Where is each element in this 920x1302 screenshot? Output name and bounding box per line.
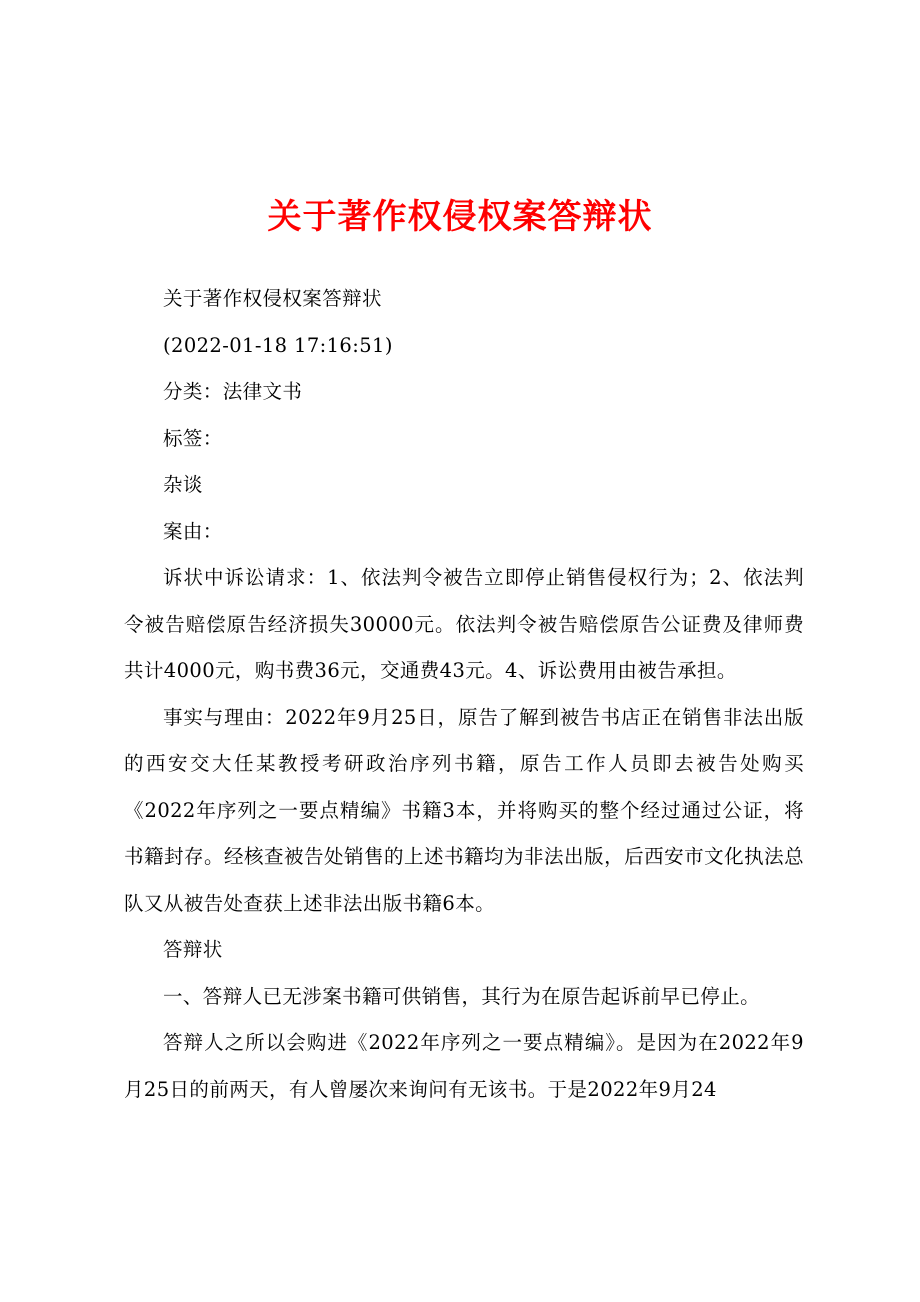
paragraph-facts: 事实与理由：2022年9月25日，原告了解到被告书店正在销售非法出版的西安交大任某教授考研政治序列书籍，原告工作人员即去被告处购买《2022年序列之一要点精编》书籍3本，并将购买的整个经过通过公证，将书籍封存。经核查被告处销售的上述书籍均为非法出版，后西安市文化执法总队又从被告处查获上述非法出版书籍6本。: [124, 705, 804, 915]
paragraph-claims: 诉状中诉讼请求：1、依法判令被告立即停止销售侵权行为；2、依法判令被告赔偿原告经济损失30000元。依法判令被告赔偿原告公证费及律师费共计4000元，购书费36元，交通费43元。4、诉讼费用由被告承担。: [124, 566, 804, 682]
paragraph-tags-label: 标签：: [163, 426, 223, 450]
paragraph-defense-heading: 答辩状: [163, 938, 223, 961]
paragraph-timestamp: (2022-01-18 17:16:51): [163, 333, 393, 357]
document-title: 关于著作权侵权案答辩状: [267, 197, 653, 237]
paragraph-cause-label: 案由：: [163, 519, 223, 543]
paragraph-defense-explanation: 答辩人之所以会购进《2022年序列之一要点精编》。是因为在2022年9月25日的前两天，有人曾屡次来询问有无该书。于是2022年9月24: [124, 1031, 804, 1101]
paragraph-tag-value: 杂谈: [163, 473, 203, 496]
paragraph-defense-point-1: 一、答辩人已无涉案书籍可供销售，其行为在原告起诉前早已停止。: [163, 984, 761, 1008]
paragraph-subtitle: 关于著作权侵权案答辩状: [163, 287, 382, 310]
document-body: [124, 276, 804, 1113]
paragraph-category: 分类：法律文书: [163, 380, 303, 403]
